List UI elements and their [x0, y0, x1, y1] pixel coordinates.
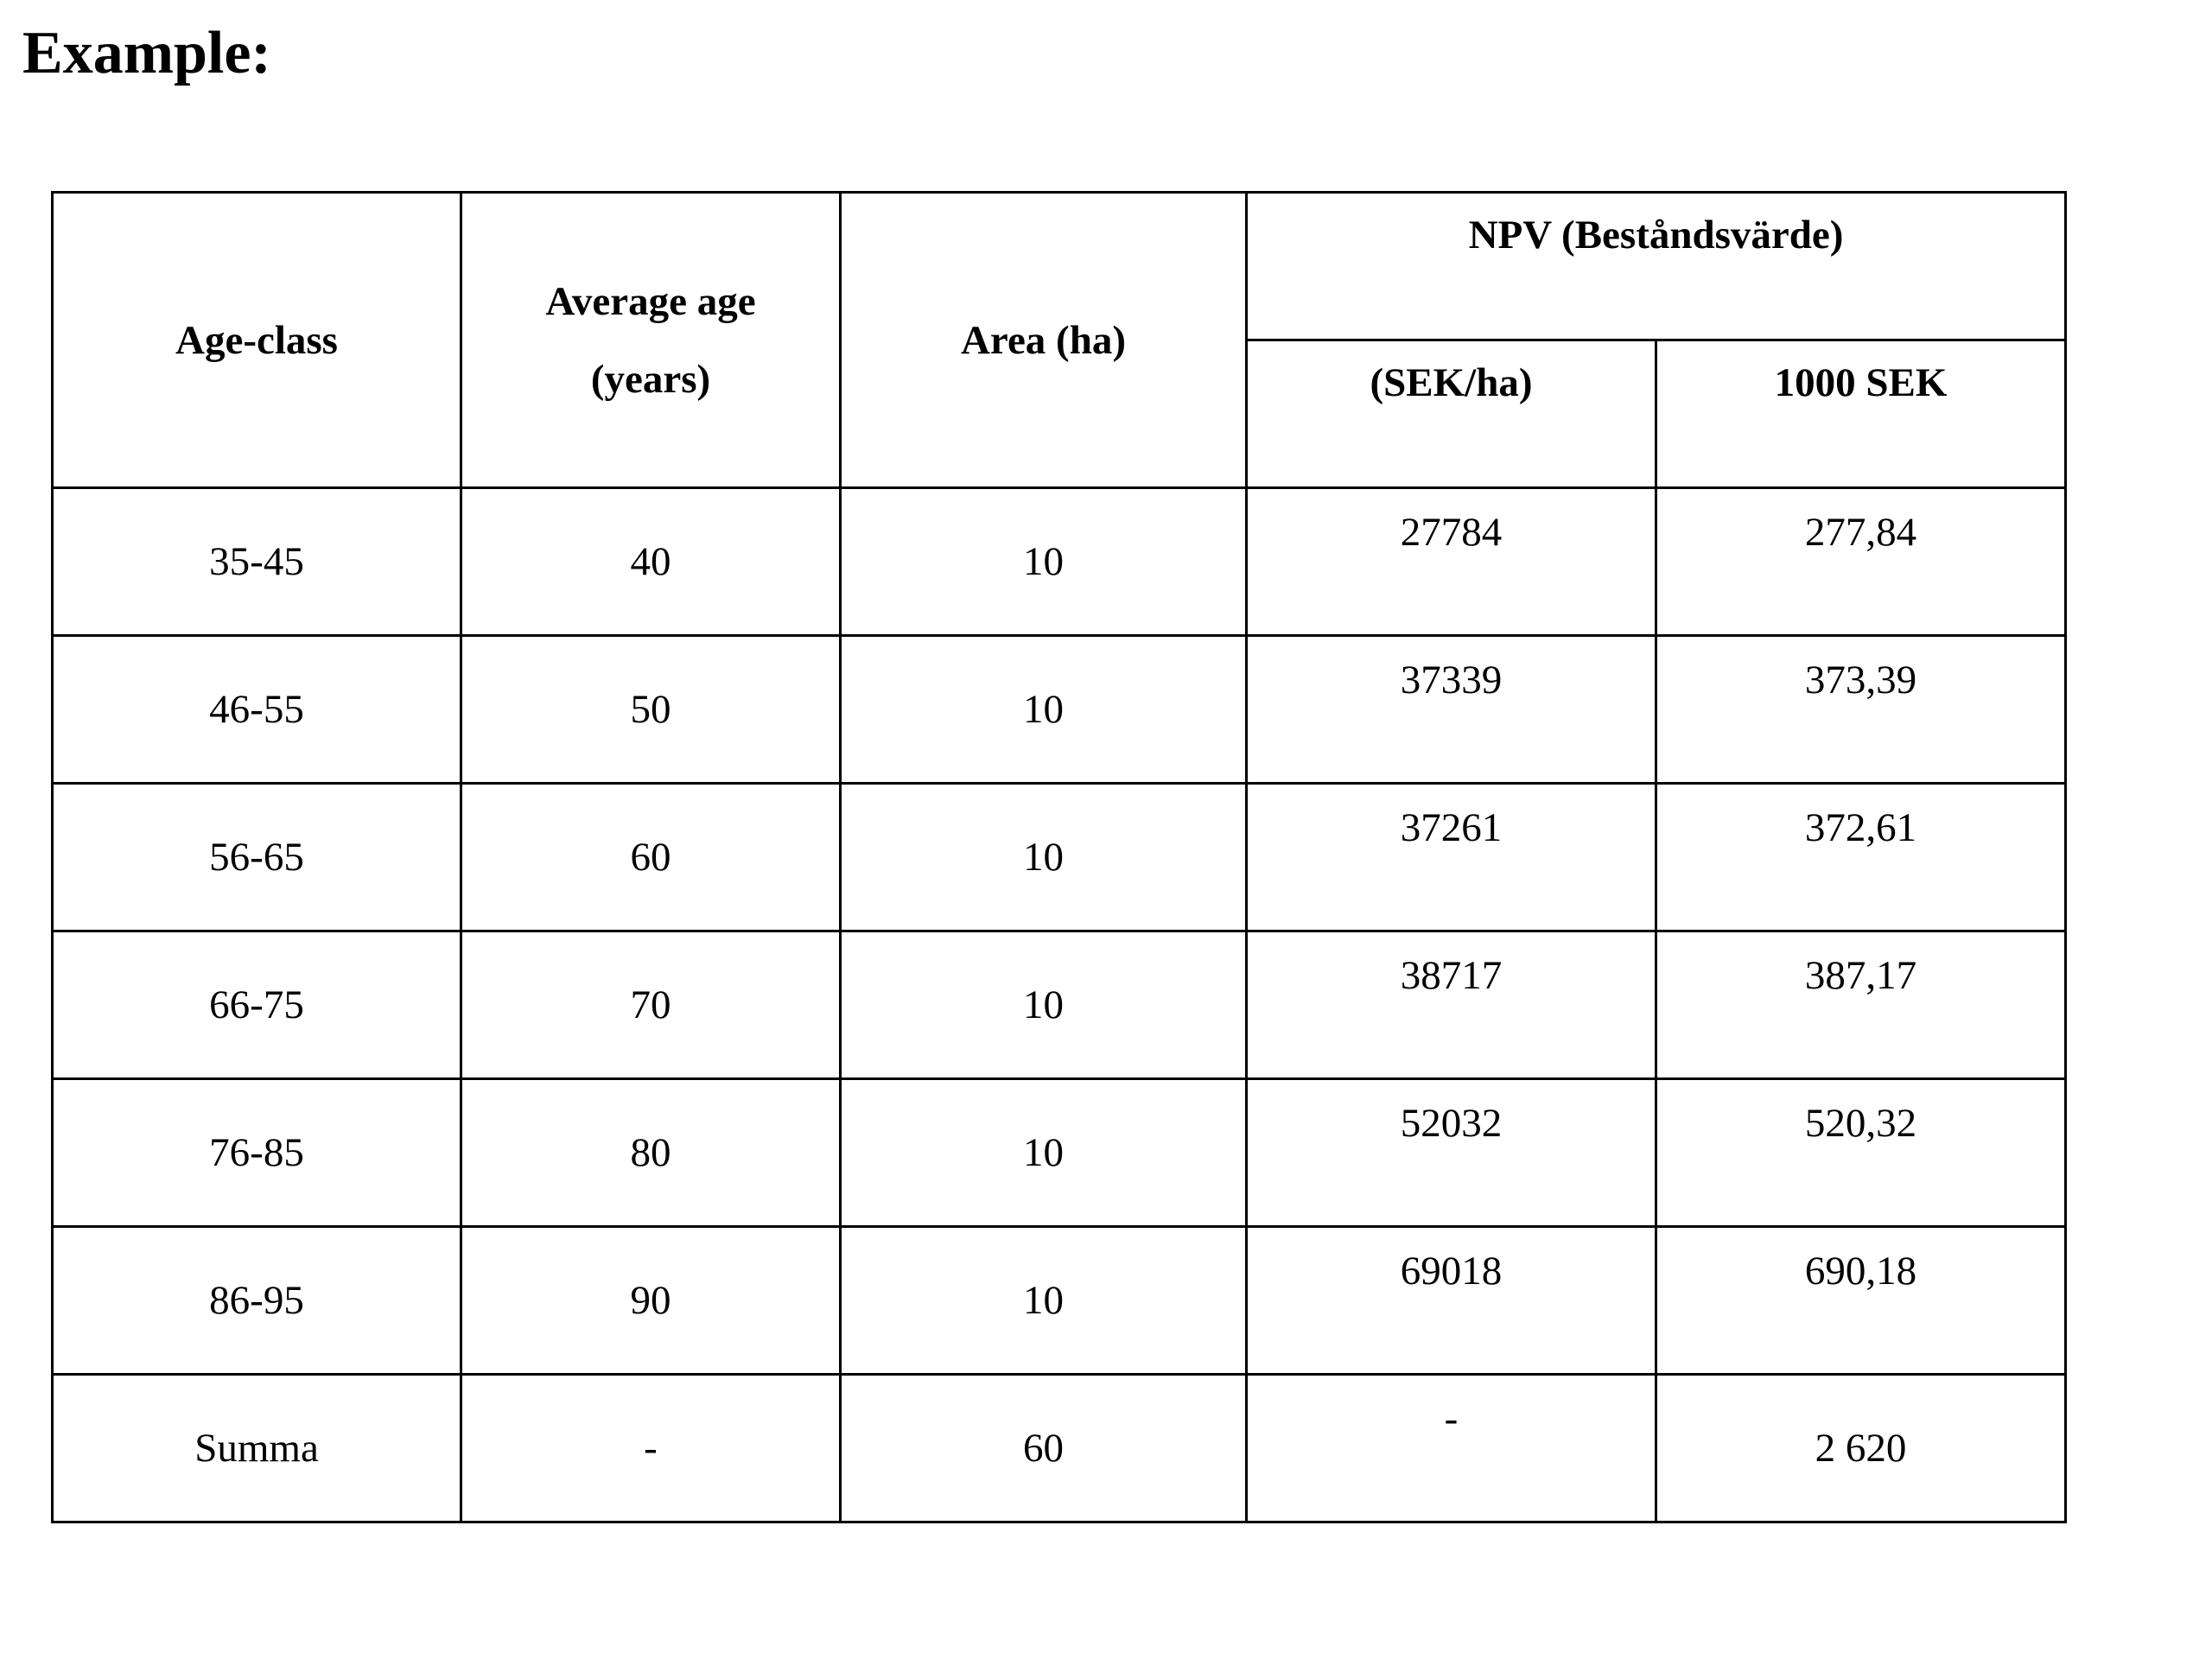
npv-total-value: 387,17	[1804, 953, 1917, 998]
npv-total-cell	[1656, 1227, 2066, 1375]
area-cell: 10	[841, 784, 1247, 931]
npv-total-value: 520,32	[1804, 1101, 1917, 1146]
table-row	[53, 931, 2066, 1079]
npv-per-ha-cell	[1247, 1079, 1656, 1227]
summary-npv-per-ha-value: -	[1444, 1396, 1459, 1441]
header-npv-per-ha	[1247, 340, 1656, 488]
summary-label-cell: Summa	[53, 1375, 461, 1522]
header-age-class: Age-class	[53, 193, 461, 488]
npv-per-ha-cell	[1247, 488, 1656, 636]
npv-total-value: 277,84	[1804, 510, 1917, 555]
npv-total-cell	[1656, 784, 2066, 931]
header-npv-total	[1656, 340, 2066, 488]
npv-per-ha-cell	[1247, 784, 1656, 931]
header-npv	[1247, 193, 2066, 340]
summary-npv-per-ha-cell	[1247, 1375, 1656, 1522]
npv-table	[51, 191, 2067, 1523]
summary-row	[53, 1375, 2066, 1522]
header-npv-per-ha-label: (SEK/ha)	[1370, 360, 1533, 405]
area-cell: 10	[841, 636, 1247, 784]
age-class-cell: 86-95	[53, 1227, 461, 1375]
header-average-age	[461, 193, 841, 488]
summary-area-cell: 60	[841, 1375, 1247, 1522]
npv-per-ha-value: 37261	[1400, 805, 1503, 850]
npv-total-cell	[1656, 636, 2066, 784]
average-age-cell: 40	[461, 488, 841, 636]
area-cell: 10	[841, 1227, 1247, 1375]
npv-total-cell	[1656, 488, 2066, 636]
npv-per-ha-cell	[1247, 931, 1656, 1079]
npv-per-ha-value: 52032	[1400, 1101, 1503, 1146]
npv-total-value: 372,61	[1804, 805, 1917, 850]
header-area: Area (ha)	[841, 193, 1247, 488]
age-class-cell: 56-65	[53, 784, 461, 931]
npv-per-ha-value: 38717	[1400, 953, 1503, 998]
age-class-cell: 35-45	[53, 488, 461, 636]
npv-per-ha-value: 69018	[1400, 1249, 1503, 1294]
area-cell: 10	[841, 931, 1247, 1079]
header-average-age-line2: (years)	[590, 356, 711, 402]
table-row	[53, 636, 2066, 784]
average-age-cell: 70	[461, 931, 841, 1079]
table-row	[53, 1079, 2066, 1227]
average-age-cell: 60	[461, 784, 841, 931]
area-cell: 10	[841, 488, 1247, 636]
npv-total-value: 373,39	[1804, 658, 1917, 702]
age-class-cell: 66-75	[53, 931, 461, 1079]
table-row	[53, 488, 2066, 636]
table-row	[53, 784, 2066, 931]
summary-npv-total-cell: 2 620	[1656, 1375, 2066, 1522]
age-class-cell: 46-55	[53, 636, 461, 784]
average-age-cell: 80	[461, 1079, 841, 1227]
npv-per-ha-cell	[1247, 636, 1656, 784]
page-heading: Example:	[22, 20, 271, 86]
area-cell: 10	[841, 1079, 1247, 1227]
npv-total-value: 690,18	[1804, 1249, 1917, 1294]
npv-total-cell	[1656, 931, 2066, 1079]
header-average-age-line1: Average age	[545, 278, 756, 324]
npv-per-ha-value: 37339	[1400, 658, 1503, 702]
header-npv-label: NPV (Beståndsvärde)	[1468, 213, 1844, 257]
average-age-cell: 90	[461, 1227, 841, 1375]
header-row-top	[53, 193, 2066, 340]
npv-total-cell	[1656, 1079, 2066, 1227]
table-row	[53, 1227, 2066, 1375]
summary-average-age-cell: -	[461, 1375, 841, 1522]
age-class-cell: 76-85	[53, 1079, 461, 1227]
average-age-cell: 50	[461, 636, 841, 784]
npv-per-ha-value: 27784	[1400, 510, 1503, 555]
header-npv-total-label: 1000 SEK	[1774, 360, 1948, 405]
npv-per-ha-cell	[1247, 1227, 1656, 1375]
